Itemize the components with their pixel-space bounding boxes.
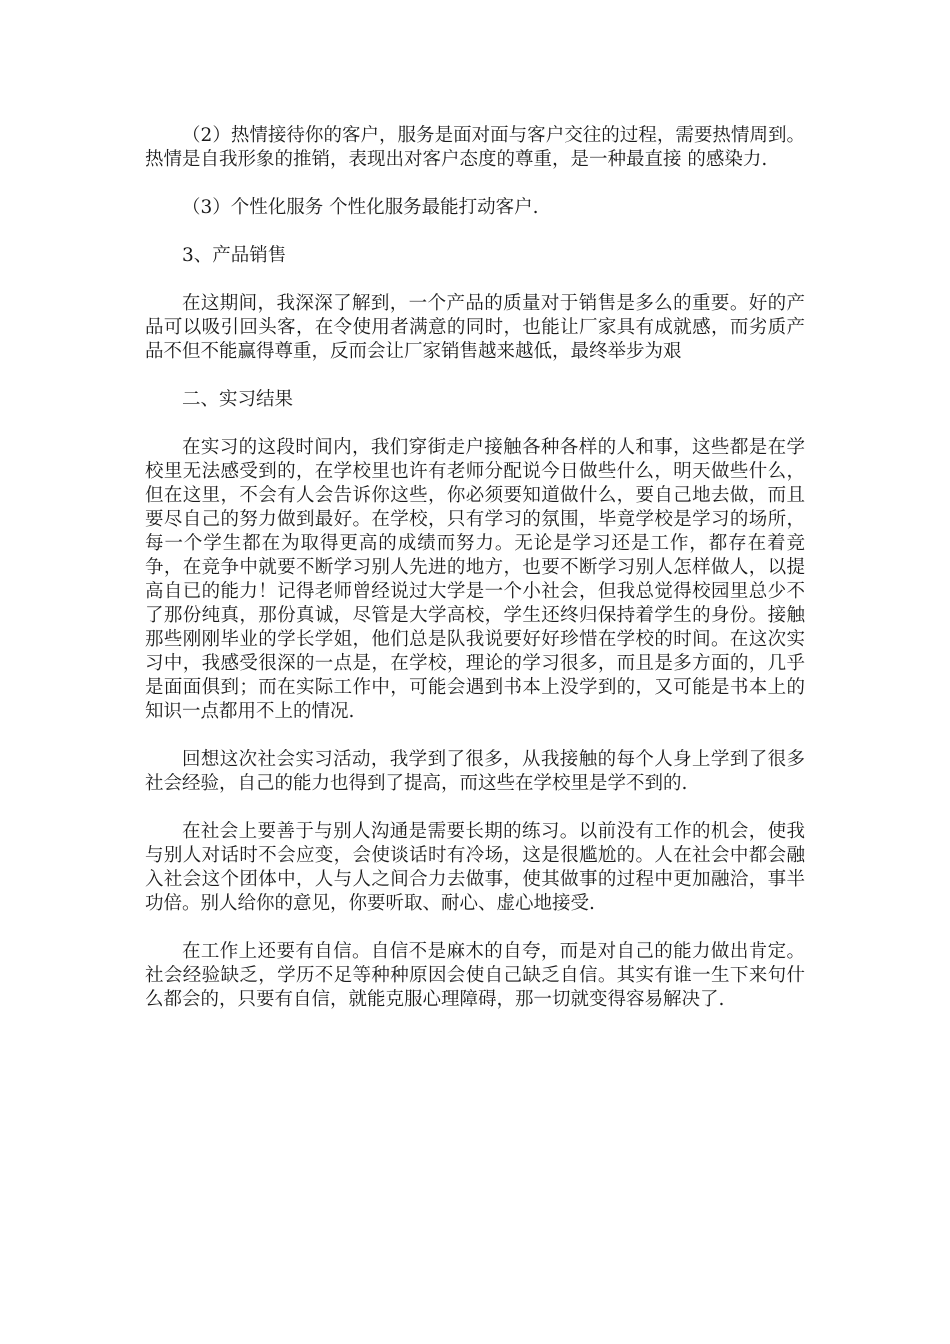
paragraph-reflection: 回想这次社会实习活动，我学到了很多，从我接触的每个人身上学到了很多社会经验，自己的能力也得到了提高，而这些在学校里是学不到的. bbox=[145, 749, 805, 794]
paragraph-service-warmth: （2）热情接待你的客户，服务是面对面与客户交往的过程，需要热情周到。热情是自我形象的推销，表现出对客户态度的尊重，是一种最直接 的感染力. bbox=[145, 125, 805, 170]
paragraph-confidence: 在工作上还要有自信。自信不是麻木的自夸，而是对自己的能力做出肯定。社会经验缺乏，学历不足等种种原因会使自己缺乏自信。其实有谁一生下来句什么都会的，只要有自信，就能克服心理障碍，那一切就变得容易解决了. bbox=[145, 941, 805, 1010]
document-body bbox=[145, 124, 805, 1036]
paragraph-internship-experience: 在实习的这段时间内，我们穿街走户接触各种各样的人和事，这些都是在学校里无法感受到的，在学校里也许有老师分配说今日做些什么，明天做些什么，但在这里，不会有人会告诉你这些，你必须要知道做什么，要自己地去做，而且要尽自己的努力做到最好。在学校，只有学习的氛围，毕竟学校是学习的场所，每一个学生都在为取得更高的成绩而努力。无论是学习还是工作，都存在着竞争，在竞争中就要不断学习别人先进的地方，也要不断学习别人怎样做人，以提高自已的能力！记得老师曾经说过大学是一个小社会，但我总觉得校园里总少不了那份纯真，那份真诚，尽管是大学高校，学生还终归保持着学生的身份。接触那些刚刚毕业的学长学姐，他们总是队我说要好好珍惜在学校的时间。在这次实习中，我感受很深的一点是，在学校，理论的学习很多，而且是多方面的，几乎是面面俱到；而在实际工作中，可能会遇到书本上没学到的，又可能是书本上的知识一点都用不上的情况. bbox=[145, 437, 805, 722]
section-heading-internship-results: 二、实习结果 bbox=[182, 389, 294, 410]
paragraph-communication: 在社会上要善于与别人沟通是需要长期的练习。以前没有工作的机会，使我与别人对话时不会应变，会使谈话时有冷场，这是很尴尬的。人在社会中都会融入社会这个团体中，人与人之间合力去做事，使其做事的过程中更加融洽，事半功倍。别人给你的意见，你要听取、耐心、虚心地接受. bbox=[145, 821, 805, 914]
paragraph-personalized-service: （3）个性化服务 个性化服务最能打动客户. bbox=[182, 197, 539, 218]
paragraph-product-quality: 在这期间，我深深了解到，一个产品的质量对于销售是多么的重要。好的产品可以吸引回头客，在令使用者满意的同时，也能让厂家具有成就感，而劣质产品不但不能赢得尊重，反而会让厂家销售越来越低，最终举步为艰 bbox=[145, 293, 805, 362]
section-heading-product-sales: 3、产品销售 bbox=[182, 245, 287, 266]
